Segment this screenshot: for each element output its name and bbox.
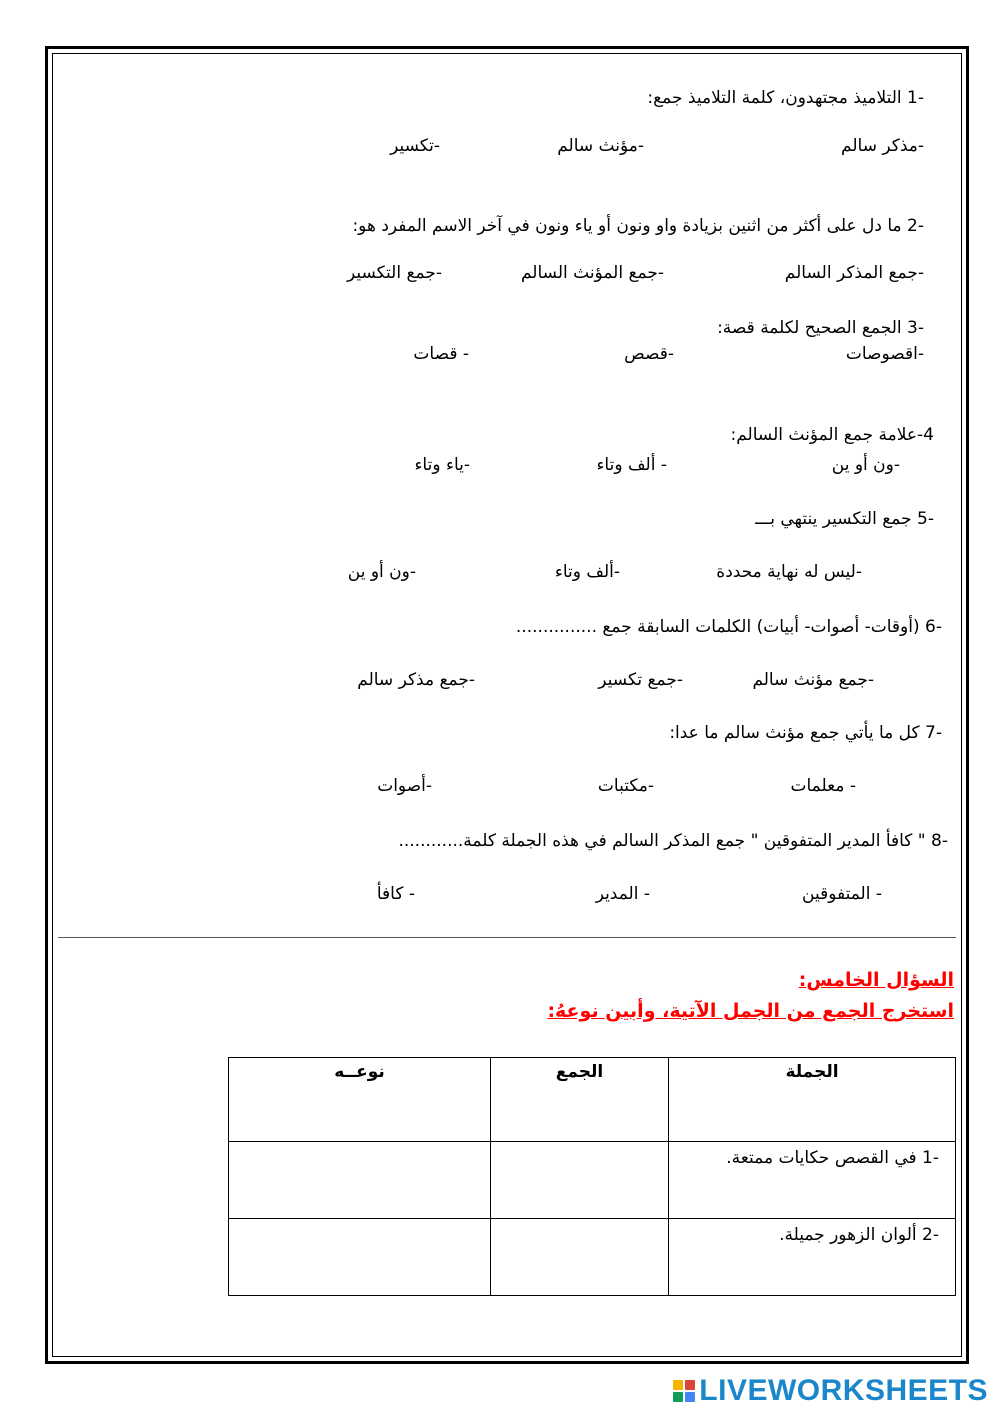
question-5-stem: -5 جمع التكسير ينتهي بـــ — [755, 509, 934, 529]
question-8-stem: -8 " كافأ المدير المتفوقين " جمع المذكر السالم في هذه الجملة كلمة............ — [398, 831, 948, 851]
logo-tile — [685, 1392, 695, 1402]
question-6-stem: -6 (أوقات- أصوات- أبيات) الكلمات السابقة جمع ............... — [515, 617, 942, 637]
question-4-option-1[interactable]: -ون أو ين — [831, 455, 900, 475]
question-3-option-2[interactable]: -قصص — [624, 344, 674, 364]
question-3-option-1[interactable]: -اقصوصات — [845, 344, 924, 364]
table-row — [229, 1142, 956, 1219]
question-6-option-1[interactable]: -جمع مؤنث سالم — [752, 670, 874, 690]
table-header-row — [229, 1058, 956, 1142]
question-3-option-3[interactable]: - قصات — [413, 344, 469, 364]
question-4-option-2[interactable]: - ألف وتاء — [596, 455, 667, 475]
question-6-option-3[interactable]: -جمع مذكر سالم — [357, 670, 475, 690]
question-5-option-1[interactable]: -ليس له نهاية محددة — [716, 562, 862, 582]
question-7-option-1[interactable]: - معلمات — [790, 776, 856, 796]
logo-tile — [673, 1392, 683, 1402]
question-6-option-2[interactable]: -جمع تكسير — [598, 670, 683, 690]
header-sentence: الجملة — [669, 1058, 956, 1142]
question-2-stem: -2 ما دل على أكثر من اثنين بزيادة واو ونون أو ياء ونون في آخر الاسم المفرد هو: — [352, 216, 924, 236]
question-8-option-1[interactable]: - المتفوقين — [802, 884, 882, 904]
question-7-stem: -7 كل ما يأتي جمع مؤنث سالم ما عدا: — [669, 723, 942, 743]
header-plural: الجمع — [491, 1058, 669, 1142]
logo-tile — [673, 1380, 683, 1390]
question-8-option-2[interactable]: - المدير — [595, 884, 650, 904]
question-3-stem: -3 الجمع الصحيح لكلمة قصة: — [717, 318, 924, 338]
question-7-option-2[interactable]: -مكتبات — [597, 776, 654, 796]
logo-tile — [685, 1380, 695, 1390]
row-2-sentence: -2 ألوان الزهور جميلة. — [669, 1219, 956, 1296]
question-7-option-3[interactable]: -أصوات — [377, 776, 432, 796]
question-2-option-2[interactable]: -جمع المؤنث السالم — [520, 263, 664, 283]
section-instruction: استخرج الجمع من الجمل الآتية، وأبين نوعهُ: — [547, 1000, 954, 1022]
row-1-plural-cell[interactable] — [491, 1142, 669, 1219]
table-row — [229, 1219, 956, 1296]
question-8-option-3[interactable]: - كافأ — [376, 884, 415, 904]
question-5-option-2[interactable]: -ألف وتاء — [554, 562, 620, 582]
row-2-type-cell[interactable] — [229, 1219, 491, 1296]
logo-text: LIVEWORKSHEETS — [699, 1374, 988, 1407]
question-4-option-3[interactable]: -ياء وتاء — [414, 455, 470, 475]
answer-table — [228, 1057, 956, 1296]
question-2-option-3[interactable]: -جمع التكسير — [346, 263, 442, 283]
row-1-sentence: -1 في القصص حكايات ممتعة. — [669, 1142, 956, 1219]
question-1-option-3[interactable]: -تكسير — [390, 136, 440, 156]
question-1-option-1[interactable]: -مذكر سالم — [841, 136, 924, 156]
header-type: نوعــه — [229, 1058, 491, 1142]
question-4-stem: 4-علامة جمع المؤنث السالم: — [730, 425, 934, 445]
row-1-type-cell[interactable] — [229, 1142, 491, 1219]
question-2-option-1[interactable]: -جمع المذكر السالم — [784, 263, 924, 283]
question-5-option-3[interactable]: -ون أو ين — [347, 562, 416, 582]
liveworksheets-logo[interactable] — [673, 1376, 988, 1406]
section-title: السؤال الخامس: — [798, 969, 954, 991]
question-1-option-2[interactable]: -مؤنث سالم — [557, 136, 644, 156]
question-1-stem: -1 التلاميذ مجتهدون، كلمة التلاميذ جمع: — [647, 88, 924, 108]
section-divider — [58, 937, 956, 938]
logo-tiles-icon — [673, 1380, 695, 1402]
row-2-plural-cell[interactable] — [491, 1219, 669, 1296]
